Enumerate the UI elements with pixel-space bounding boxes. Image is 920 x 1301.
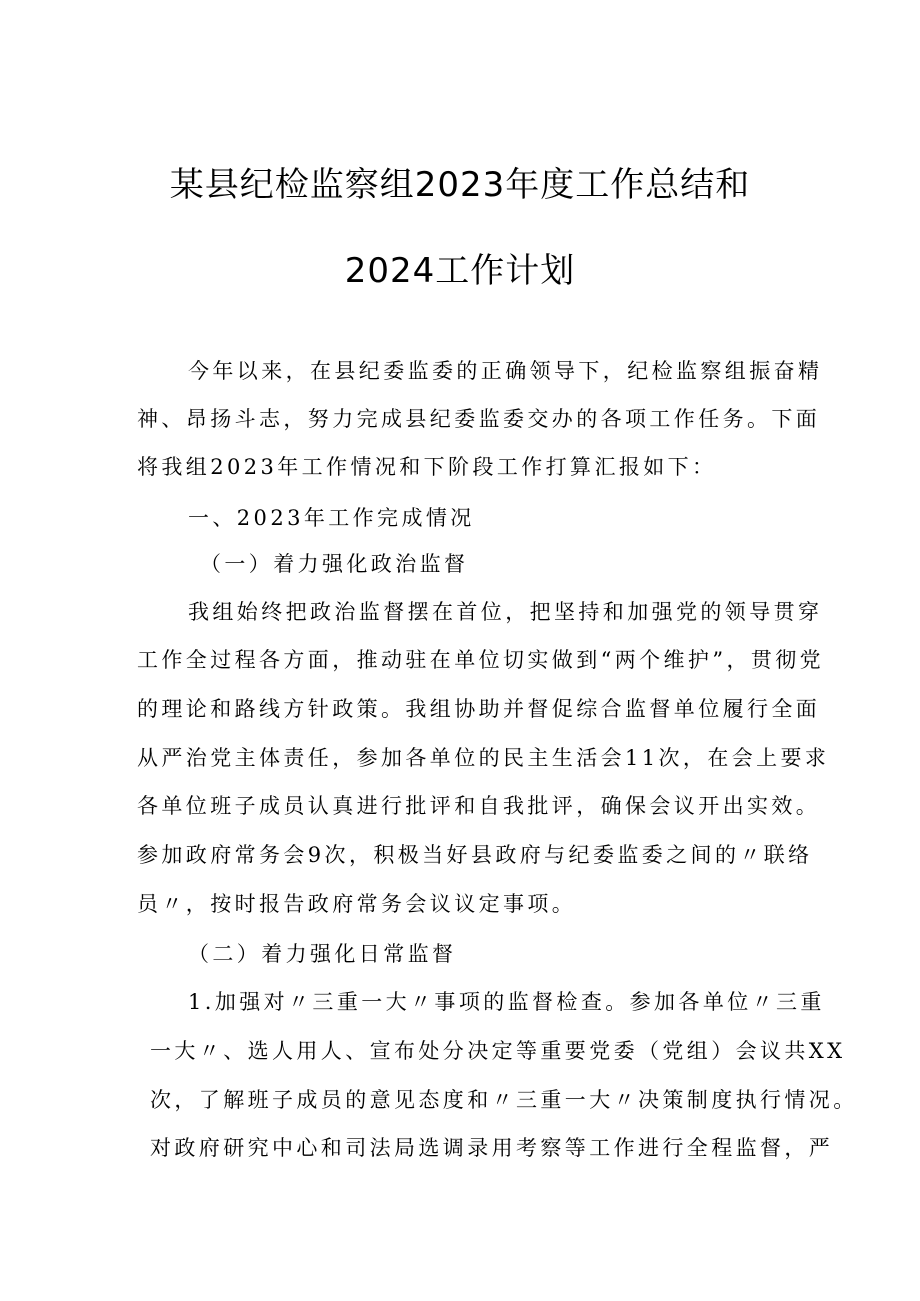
paragraph-line-5: 各单位班子成员认真进行批评和自我批评，确保会议开出实效。 (137, 794, 821, 818)
intro-line-3: 将我组2023年工作情况和下阶段工作打算汇报如下： (137, 455, 717, 479)
subsection-heading-2: （二）着力强化日常监督 (188, 942, 457, 966)
paragraph-line-1: 我组始终把政治监督摆在首位，把坚持和加强党的领导贯穿 (188, 600, 823, 624)
paragraph2-line-4: 对政府研究中心和司法局选调录用考察等工作进行全程监督，严 (150, 1136, 834, 1160)
paragraph2-line-1: 1.加强对〃三重一大〃事项的监督检查。参加各单位〃三重 (188, 990, 825, 1014)
paragraph-line-4: 从严治党主体责任，参加各单位的民主生活会11次，在会上要求 (137, 746, 830, 770)
subsection-heading-1: （一）着力强化政治监督 (200, 552, 469, 576)
intro-line-1: 今年以来，在县纪委监委的正确领导下，纪检监察组振奋精 (188, 359, 823, 383)
intro-line-2: 神、昂扬斗志，努力完成县纪委监委交办的各项工作任务。下面 (137, 407, 821, 431)
paragraph-line-2: 工作全过程各方面，推动驻在单位切实做到“两个维护”，贯彻党 (137, 648, 825, 672)
document-title-line-2: 2024工作计划 (344, 251, 576, 291)
paragraph2-line-2: 一大〃、选人用人、宣布处分决定等重要党委（党组）会议共XX (150, 1039, 846, 1063)
document-title-line-1: 某县纪检监察组2023年度工作总结和 (169, 165, 751, 205)
paragraph-line-3: 的理论和路线方针政策。我组协助并督促综合监督单位履行全面 (137, 697, 821, 721)
section-heading-1: 一、2023年工作完成情况 (188, 506, 475, 530)
paragraph2-line-3: 次，了解班子成员的意见态度和〃三重一大〃决策制度执行情况。 (150, 1088, 858, 1112)
paragraph-line-7: 员〃，按时报告政府常务会议议定事项。 (137, 892, 577, 916)
paragraph-line-6: 参加政府常务会9次，积极当好县政府与纪委监委之间的〃联络 (137, 843, 813, 867)
